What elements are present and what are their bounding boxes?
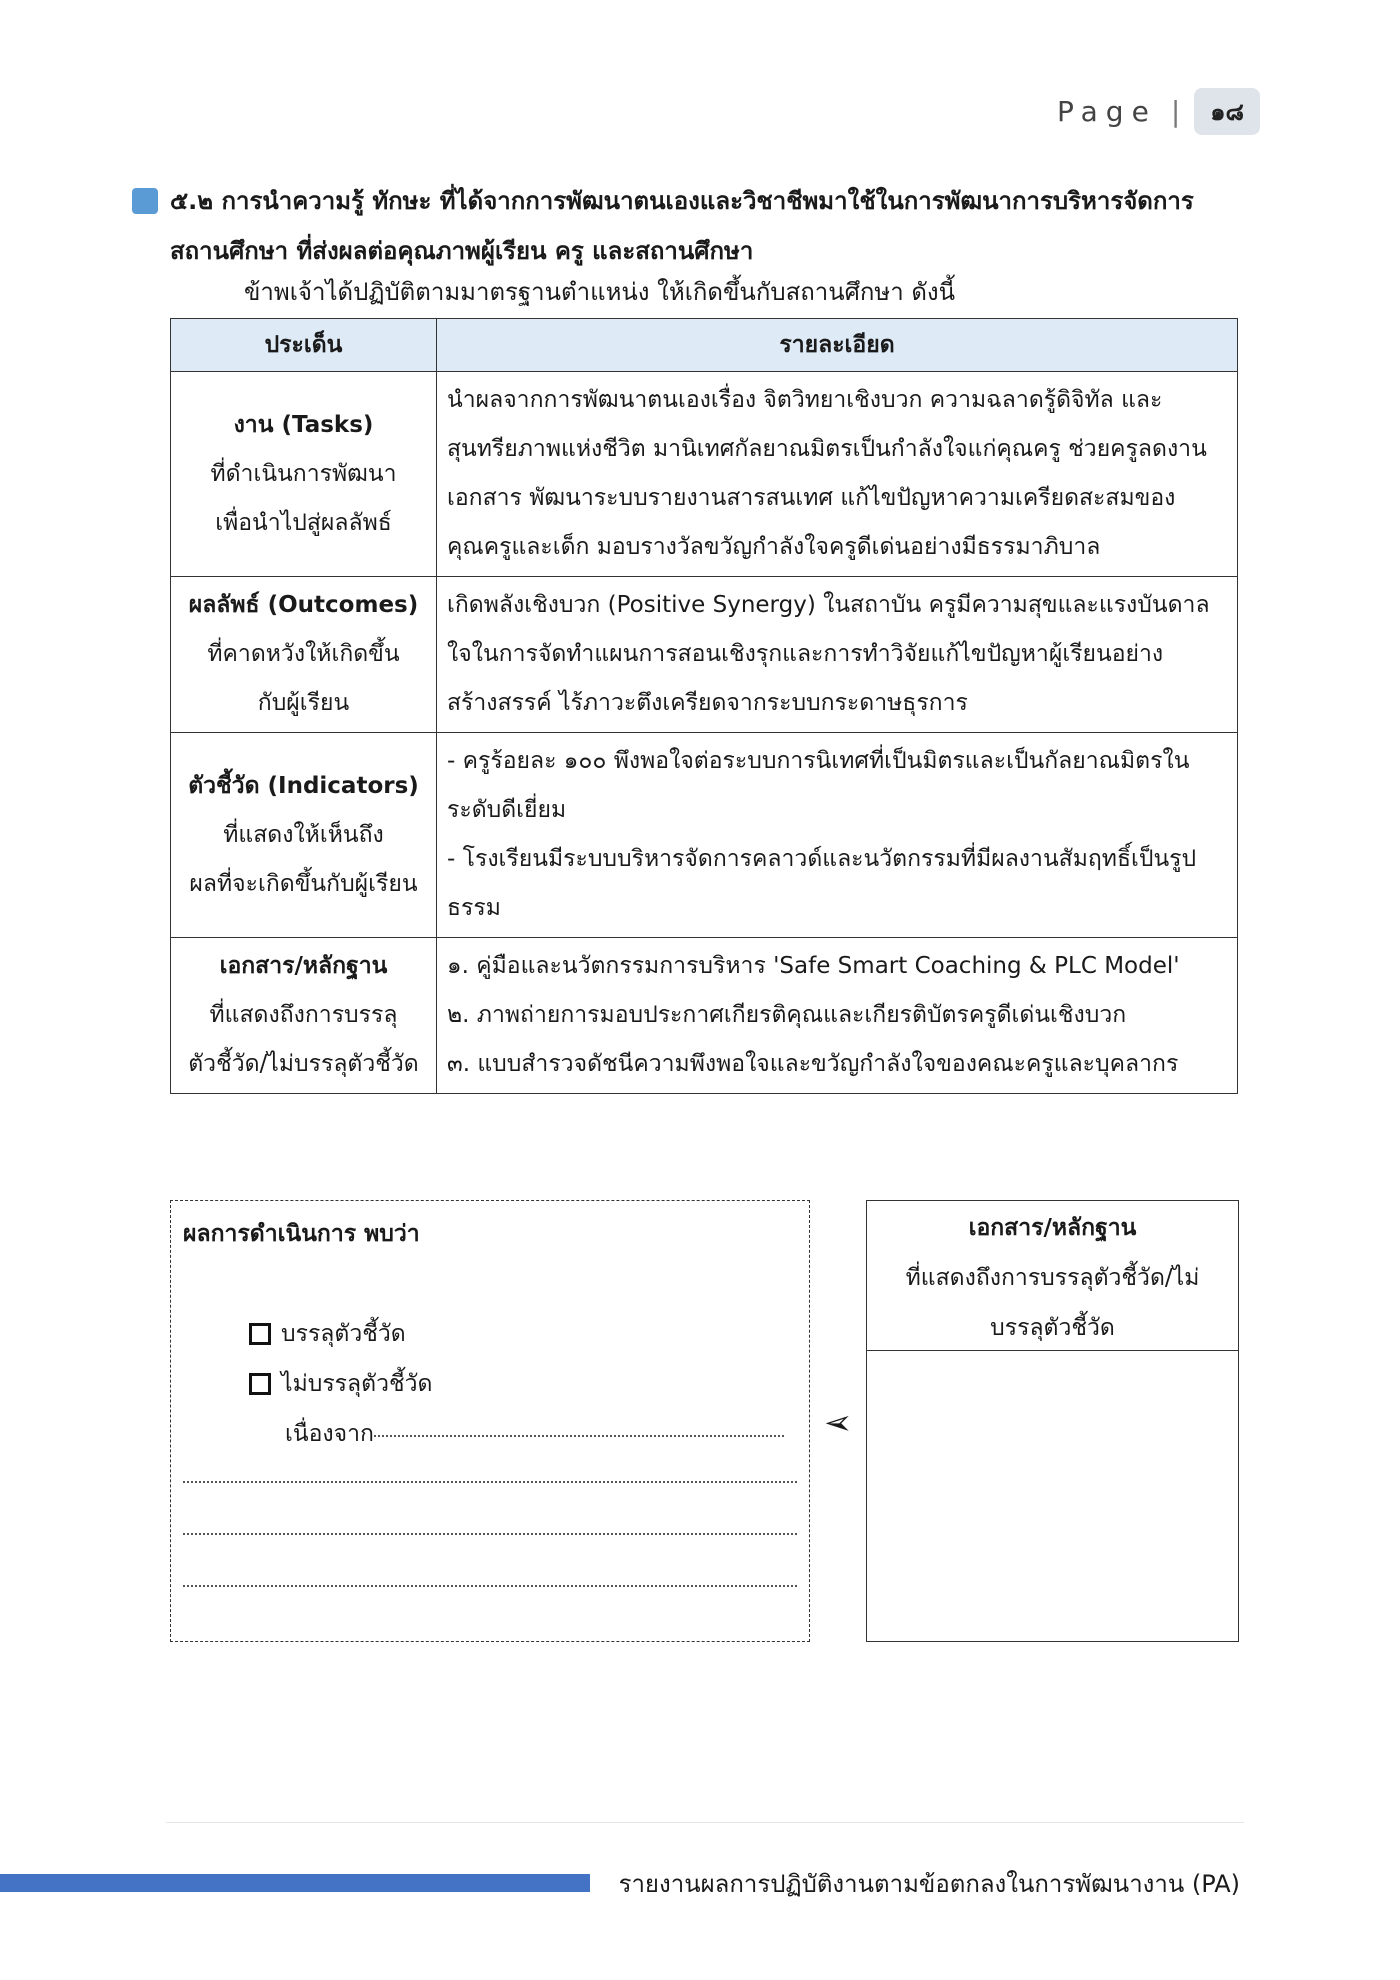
page-header (1057, 88, 1260, 135)
page-number: ๑๘ (1194, 88, 1260, 135)
table-row (171, 938, 1238, 1094)
footer-bar (0, 1874, 590, 1892)
page-separator: | (1170, 95, 1181, 128)
page-label: Page (1057, 95, 1157, 128)
evidence-header (867, 1201, 1238, 1351)
column-header-issue: ประเด็น (171, 319, 437, 372)
detail-cell (437, 733, 1238, 938)
fill-line[interactable] (183, 1511, 797, 1535)
column-header-detail: รายละเอียด (437, 319, 1238, 372)
detail-text: ๒. ภาพถ่ายการมอบประกาศเกียรติคุณและเกียรติบัตรครูดีเด่นเชิงบวก (447, 1002, 1127, 1028)
evidence-heading: เอกสาร/หลักฐาน (968, 1215, 1137, 1241)
issue-heading: ตัวชี้วัด (Indicators) (188, 772, 419, 799)
evidence-box (866, 1200, 1239, 1642)
checkbox-met-row[interactable] (183, 1309, 797, 1359)
checkbox-met[interactable] (249, 1323, 271, 1345)
section-bullet-icon (132, 188, 158, 214)
arrow-left-icon: ➢ (824, 1403, 853, 1443)
issue-subtext: ตัวชี้วัด/ไม่บรรลุตัวชี้วัด (188, 1051, 419, 1077)
fill-line[interactable] (183, 1459, 797, 1483)
issue-subtext: เพื่อนำไปสู่ผลลัพธ์ (215, 509, 392, 536)
issue-heading: ผลลัพธ์ (Outcomes) (188, 592, 419, 618)
because-row (183, 1409, 797, 1459)
table-row (171, 577, 1238, 733)
detail-text: เกิดพลังเชิงบวก (Positive Synergy) ในสถาบัน ครูมีความสุขและแรงบันดาลใจในการจัดทำแผนการสอนเชิงรุกและการทำวิจัยแก้ไขปัญหาผู้เรียนอย่างสร้างสรรค์ ไร้ภาวะตึงเครียดจากระบบกระดาษธุรการ (447, 592, 1210, 716)
table-row (171, 372, 1238, 577)
checkbox-met-label: บรรลุตัวชี้วัด (281, 1321, 406, 1347)
section-title (132, 176, 1242, 276)
section-title-line1: ๕.๒ การนำความรู้ ทักษะ ที่ได้จากการพัฒนาตนเองและวิชาชีพมาใช้ในการพัฒนาการบริหารจัดการ (170, 187, 1194, 215)
issue-cell (171, 372, 437, 577)
standards-table (170, 318, 1238, 1094)
footer-text: รายงานผลการปฏิบัติงานตามข้อตกลงในการพัฒนางาน (PA) (618, 1870, 1240, 1898)
detail-cell (437, 577, 1238, 733)
evidence-subtext: บรรลุตัวชี้วัด (990, 1315, 1115, 1341)
issue-subtext: ที่ดำเนินการพัฒนา (210, 460, 397, 487)
issue-cell (171, 733, 437, 938)
detail-cell (437, 372, 1238, 577)
evidence-subtext: ที่แสดงถึงการบรรลุตัวชี้วัด/ไม่ (905, 1265, 1200, 1291)
issue-heading: เอกสาร/หลักฐาน (219, 953, 388, 979)
result-heading: ผลการดำเนินการ พบว่า (183, 1221, 420, 1247)
checkbox-not-met-row[interactable] (183, 1359, 797, 1409)
issue-cell (171, 577, 437, 733)
table-row (171, 733, 1238, 938)
result-box (170, 1200, 810, 1642)
table-header-row (171, 319, 1238, 372)
detail-text: - ครูร้อยละ ๑๐๐ พึงพอใจต่อระบบการนิเทศที่เป็นมิตรและเป็นกัลยาณมิตรในระดับดีเยี่ยม (447, 748, 1190, 823)
fill-line[interactable] (183, 1563, 797, 1587)
because-fill-line[interactable] (374, 1433, 784, 1437)
detail-text: ๓. แบบสำรวจดัชนีความพึงพอใจและขวัญกำลังใจของคณะครูและบุคลากร (447, 1051, 1179, 1077)
checkbox-not-met-label: ไม่บรรลุตัวชี้วัด (281, 1371, 433, 1397)
issue-subtext: กับผู้เรียน (257, 690, 350, 716)
evidence-content-area[interactable] (867, 1351, 1238, 1639)
checkbox-not-met[interactable] (249, 1373, 271, 1395)
detail-text: ๑. คู่มือและนวัตกรรมการบริหาร 'Safe Smart Coaching & PLC Model' (447, 953, 1180, 979)
issue-subtext: ที่แสดงให้เห็นถึง (223, 821, 384, 848)
issue-cell (171, 938, 437, 1094)
issue-subtext: ที่คาดหวังให้เกิดขึ้น (207, 641, 400, 667)
detail-cell (437, 938, 1238, 1094)
intro-text: ข้าพเจ้าได้ปฏิบัติตามมาตรฐานตำแหน่ง ให้เกิดขึ้นกับสถานศึกษา ดังนี้ (244, 278, 956, 306)
because-label: เนื่องจาก (285, 1421, 374, 1447)
detail-text: - โรงเรียนมีระบบบริหารจัดการคลาวด์และนวัตกรรมที่มีผลงานสัมฤทธิ์เป็นรูปธรรม (447, 846, 1197, 921)
footer-rule (166, 1822, 1244, 1823)
section-title-line2: สถานศึกษา ที่ส่งผลต่อคุณภาพผู้เรียน ครู และสถานศึกษา (170, 237, 754, 265)
detail-text: นำผลจากการพัฒนาตนเองเรื่อง จิตวิทยาเชิงบวก ความฉลาดรู้ดิจิทัล และสุนทรียภาพแห่งชีวิต มานิเทศกัลยาณมิตรเป็นกำลังใจแก่คุณครู ช่วยครูลดงานเอกสาร พัฒนาระบบรายงานสารสนเทศ แก้ไขปัญหาความเครียดสะสมของคุณครูและเด็ก มอบรางวัลขวัญกำลังใจครูดีเด่นอย่างมีธรรมาภิบาล (447, 387, 1207, 560)
issue-subtext: ที่แสดงถึงการบรรลุ (209, 1002, 398, 1028)
issue-heading: งาน (Tasks) (233, 411, 374, 438)
issue-subtext: ผลที่จะเกิดขึ้นกับผู้เรียน (189, 870, 418, 897)
